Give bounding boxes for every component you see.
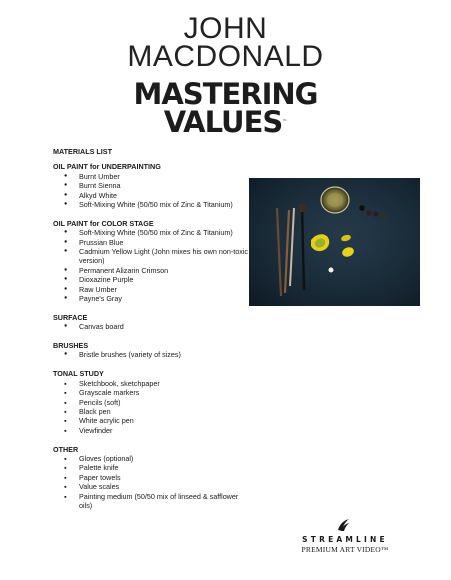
course-title-line2: VALUES™ — [163, 105, 288, 139]
section-title: BRUSHES — [53, 341, 89, 351]
list-item: ● Cadmium Yellow Light (John mixes his own non-toxic version) — [53, 247, 253, 266]
section-title: SURFACE — [53, 312, 88, 322]
materials-list — [53, 147, 253, 510]
list-item: ● Burnt Umber — [53, 172, 253, 181]
list-item: ● Prussian Blue — [53, 238, 253, 247]
list-item: ● Bristle brushes (variety of sizes) — [53, 350, 253, 359]
list-item: ● Soft-Mixing White (50/50 mix of Zinc & Titanium) — [53, 228, 253, 237]
section-title: TONAL STUDY — [53, 369, 104, 379]
streamline-swoosh-icon — [336, 518, 350, 532]
list-item: ▪ Value scales — [53, 482, 253, 491]
author-name-line2: MACDONALD — [127, 40, 324, 73]
section-list — [53, 350, 253, 359]
list-item: ● Permanent Alizarin Crimson — [53, 266, 253, 275]
list-item: ● Alkyd White — [53, 191, 253, 200]
list-item: ● Dioxazine Purple — [53, 275, 253, 284]
section-list — [53, 172, 253, 210]
list-item: ▪ Painting medium (50/50 mix of linseed & safflower oils) — [53, 492, 253, 511]
list-item: ● Burnt Sienna — [53, 181, 253, 190]
list-item: ▪ White acrylic pen — [53, 416, 253, 425]
list-item: ● Payne's Gray — [53, 294, 253, 303]
list-item: ▪ Palette knife — [53, 463, 253, 472]
list-item: ● Raw Umber — [53, 285, 253, 294]
list-item: ▪ Pencils (soft) — [53, 398, 253, 407]
section-list — [53, 322, 253, 331]
section-list — [53, 379, 253, 435]
author-name-line1: JOHN — [183, 12, 268, 45]
list-item: ▪ Grayscale markers — [53, 388, 253, 397]
list-item: ● Canvas board — [53, 322, 253, 331]
trademark-symbol: ™ — [282, 119, 288, 125]
course-title-line1: MASTERING — [133, 77, 318, 111]
section-list — [53, 228, 253, 303]
logo-name: STREAMLINE — [302, 535, 388, 544]
section-title: OIL PAINT for COLOR STAGE — [53, 218, 154, 228]
list-item: ▪ Gloves (optional) — [53, 454, 253, 463]
materials-heading: MATERIALS LIST — [53, 147, 112, 156]
section-title: OTHER — [53, 444, 79, 454]
list-item: ▪ Viewfinder — [53, 426, 253, 435]
logo-tagline: PREMIUM ART VIDEO™ — [301, 545, 389, 554]
palette-photo — [249, 178, 420, 306]
section-list — [53, 454, 253, 510]
list-item: ● Soft-Mixing White (50/50 mix of Zinc & Titanium) — [53, 200, 253, 209]
list-item: ▪ Black pen — [53, 407, 253, 416]
palette-illustration — [249, 178, 420, 306]
section-title: OIL PAINT for UNDERPAINTING — [53, 162, 161, 172]
list-item: ▪ Sketchbook, sketchpaper — [53, 379, 253, 388]
list-item: ▪ Paper towels — [53, 473, 253, 482]
